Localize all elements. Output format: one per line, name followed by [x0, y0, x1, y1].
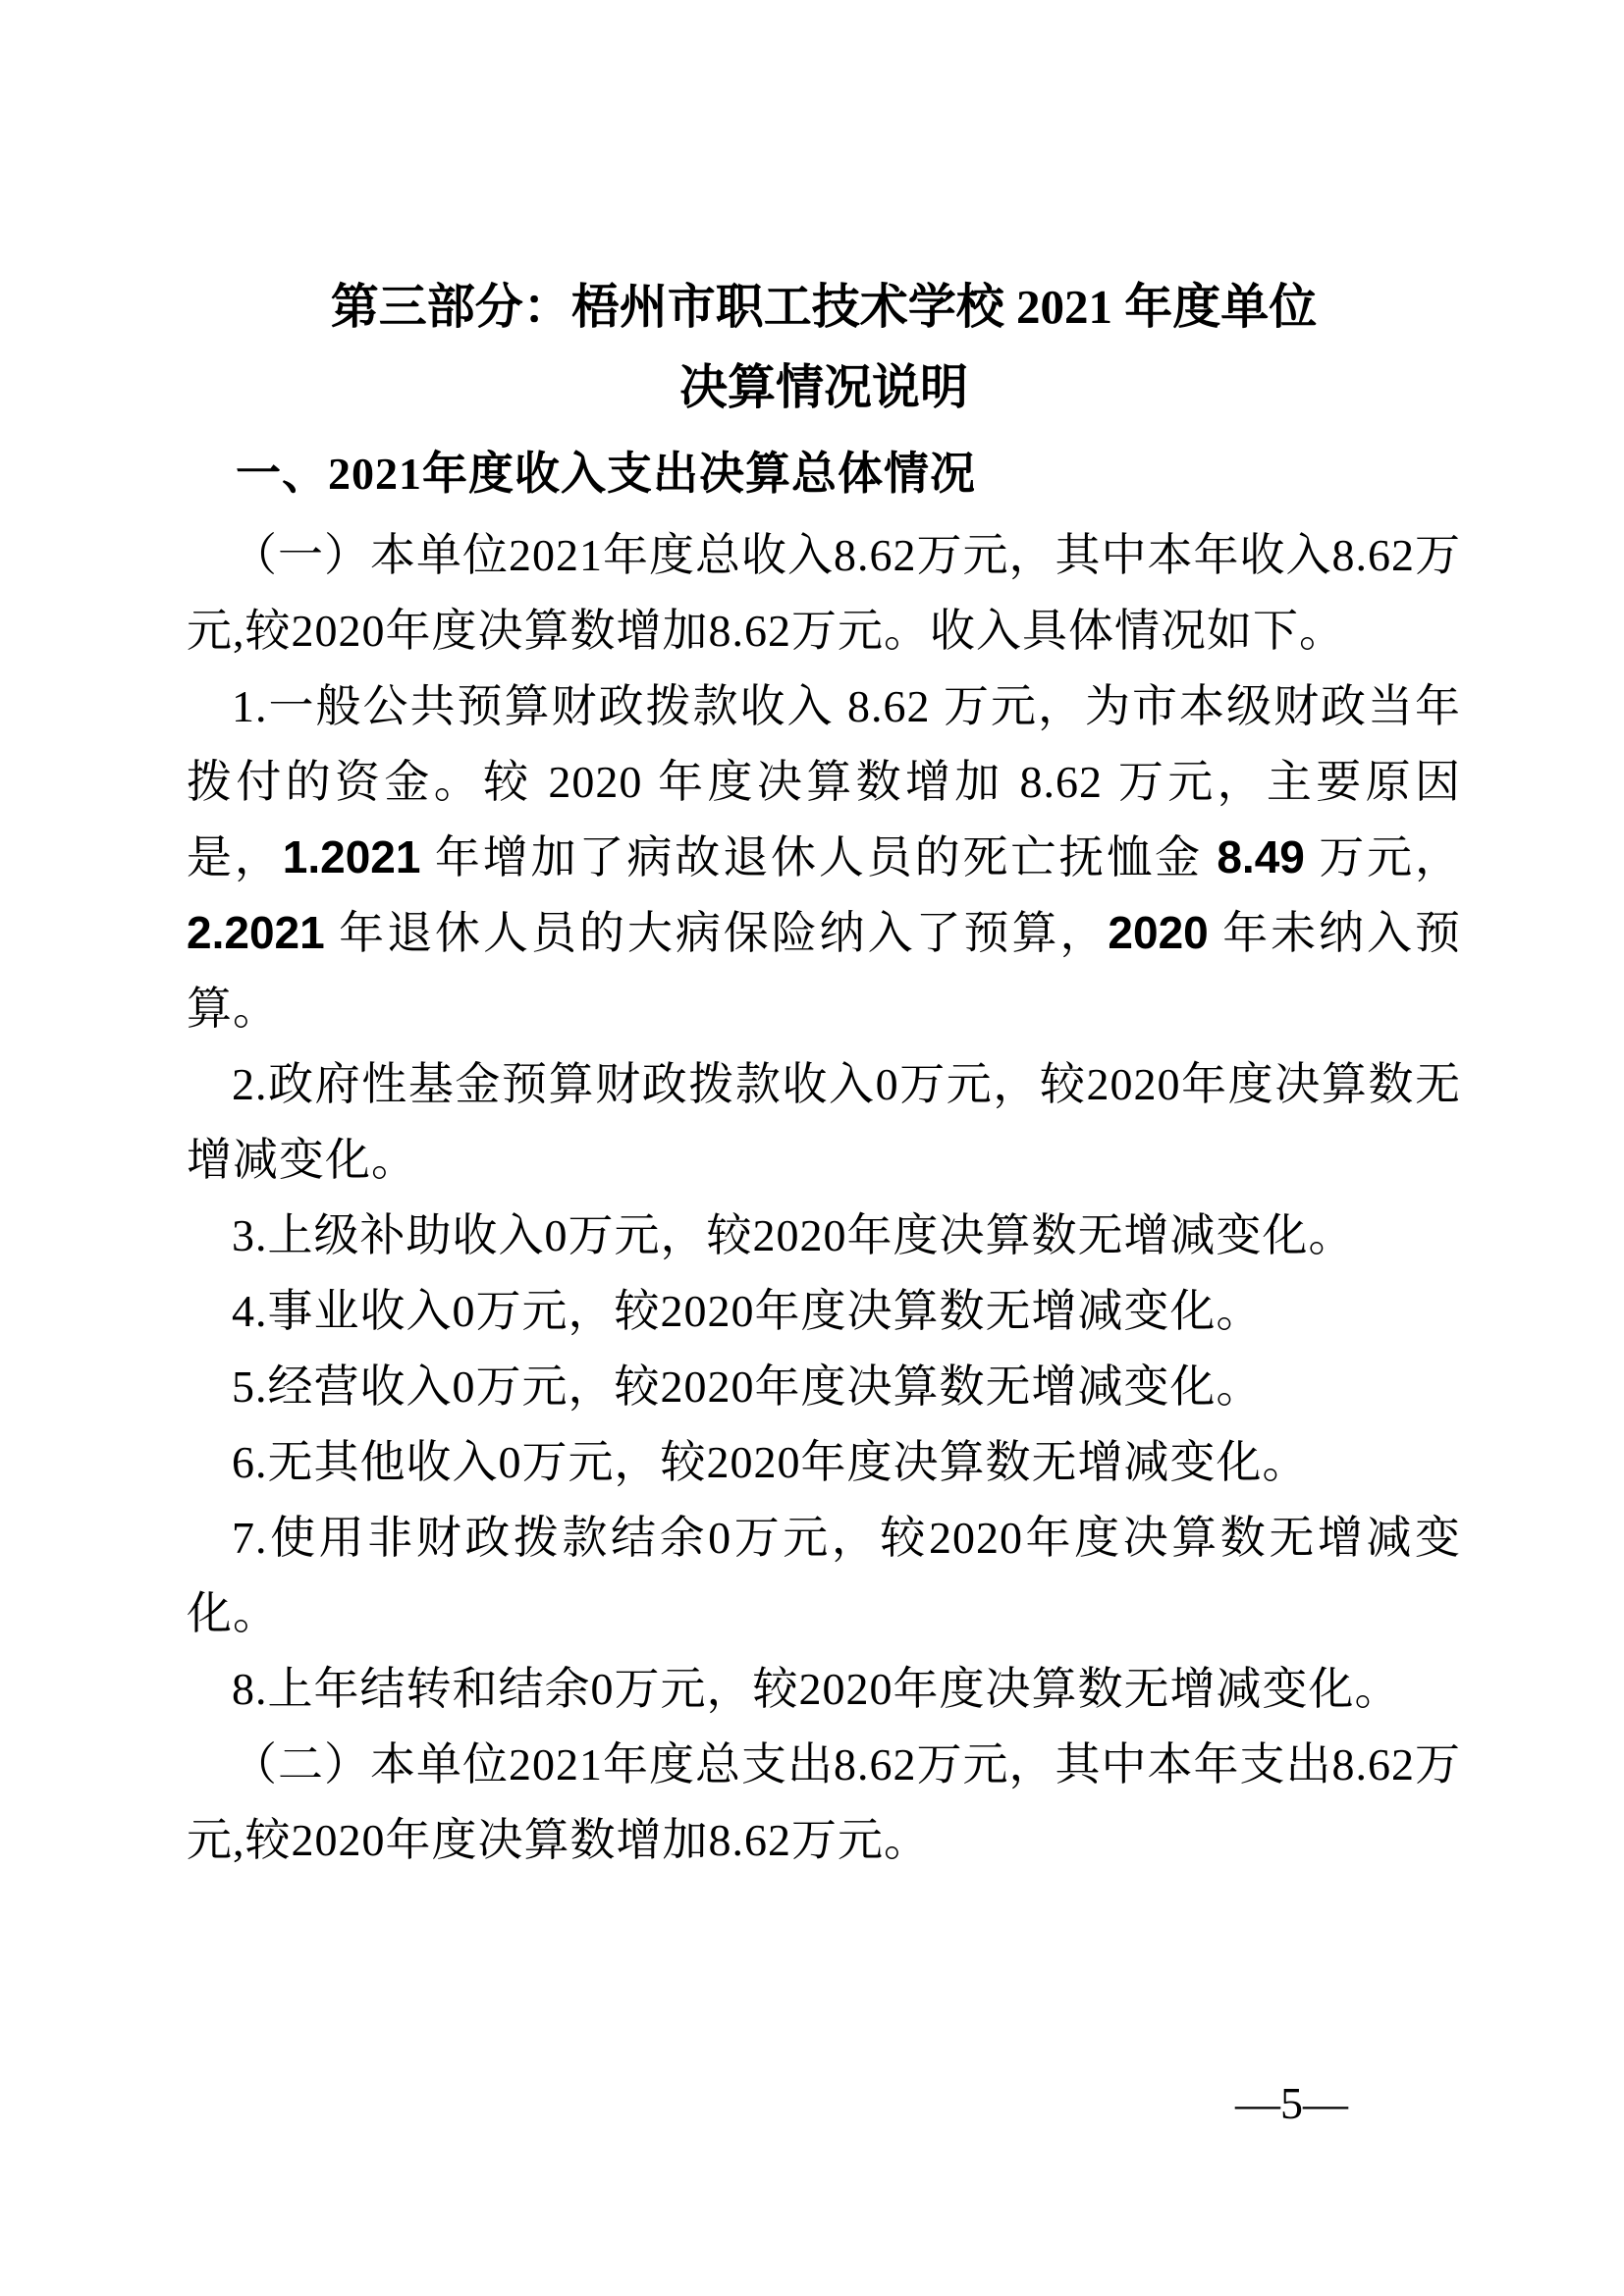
document-content [187, 267, 1461, 1878]
section-heading: 一、2021年度收入支出决算总体情况 [236, 449, 976, 499]
paragraph [187, 1727, 1461, 1878]
bold-number-run: 8.49 [1217, 831, 1305, 882]
bold-number-run: 1.2021 [282, 831, 421, 882]
text-run: （二）本单位2021年度总支出8.62万元，其中本年支出8.62万元,较2020年度决算数增加8.62万元。 [187, 1739, 1461, 1865]
paragraph [187, 668, 1461, 1046]
text-run: 2.政府性基金预算财政拨款收入0万元，较2020年度决算数无增减变化。 [187, 1059, 1461, 1185]
paragraph [187, 1198, 1461, 1273]
text-run: （一）本单位2021年度总收入8.62万元，其中本年收入8.62万元,较2020年度决算数增加8.62万元。收入具体情况如下。 [187, 530, 1461, 656]
text-run: 年退休人员的大病保险纳入了预算， [324, 908, 1109, 958]
page-number: —5— [1235, 2078, 1348, 2128]
paragraph [187, 1273, 1461, 1349]
text-run: 5.经营收入0万元，较2020年度决算数无增减变化。 [232, 1362, 1263, 1412]
paragraph [187, 1424, 1461, 1500]
paragraph [187, 517, 1461, 668]
paragraph [187, 1500, 1461, 1651]
text-run: 8.上年结转和结余0万元，较2020年度决算数无增减变化。 [232, 1664, 1401, 1714]
text-run: 万元， [1304, 832, 1462, 882]
text-run: 4.事业收入0万元，较2020年度决算数无增减变化。 [232, 1286, 1263, 1336]
text-run: 7.使用非财政拨款结余0万元，较2020年度决算数无增减变化。 [187, 1513, 1461, 1638]
bold-number-run: 2020 [1108, 907, 1209, 958]
text-run: 3.上级补助收入0万元，较2020年度决算数无增减变化。 [232, 1210, 1355, 1260]
text-run: 6.无其他收入0万元，较2020年度决算数无增减变化。 [232, 1437, 1309, 1487]
paragraph [187, 1651, 1461, 1727]
paragraph-list [187, 517, 1461, 1878]
paragraph [187, 1349, 1461, 1424]
document-title [187, 267, 1461, 428]
paragraph [187, 1046, 1461, 1198]
text-run: 年增加了病故退休人员的死亡抚恤金 [420, 832, 1218, 882]
text-run: 年未纳入预算。 [187, 908, 1462, 1034]
document-title-line2: 决算情况说明 [678, 360, 968, 414]
text-run: 1.一般公共预算财政拨款收入 8.62 万元，为市本级财政当年拨付的资金。较 2020 年度决算数增加 8.62 万元，主要原因是， [187, 681, 1461, 882]
bold-number-run: 2.2021 [187, 907, 325, 958]
document-title-line1: 第三部分：梧州市职工技术学校 2021 年度单位 [330, 280, 1318, 334]
